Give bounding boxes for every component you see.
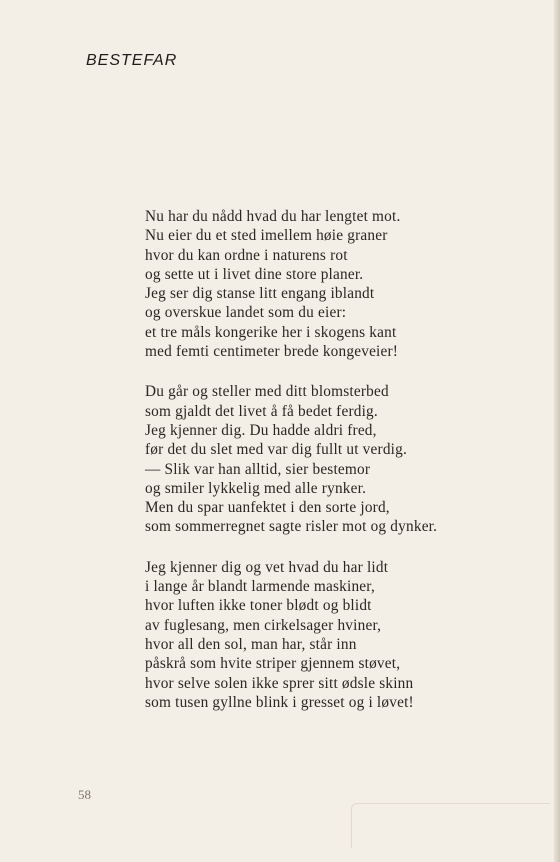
poem-line: Jeg ser dig stanse litt engang iblandt: [145, 285, 375, 303]
stanza: [145, 207, 495, 361]
poem-line: Nu har du nådd hvad du har lengtet mot.: [145, 208, 401, 225]
poem-line: før det du slet med var dig fullt ut verdig.: [145, 441, 407, 459]
poem-line: i lange år blandt larmende maskiner,: [145, 578, 376, 596]
poem-line: — Slik var han alltid, sier bestemor: [145, 460, 371, 478]
poem-line: og overskue landet som du eier:: [145, 304, 347, 322]
stanza: [145, 558, 495, 712]
poem-line: Men du spar uanfektet i den sorte jord,: [145, 499, 390, 517]
poem-line: som gjaldt det livet å få bedet ferdig.: [145, 402, 378, 420]
poem-line: som sommerregnet sagte risler mot og dynker.: [145, 518, 438, 536]
poem-line: Du går og steller med ditt blomsterbed: [145, 383, 389, 401]
poem-line: hvor du kan ordne i naturens rot: [145, 246, 348, 264]
poem-line: hvor selve solen ikke sprer sitt ødsle skinn: [145, 674, 414, 692]
poem-line: som tusen gyllne blink i gresset og i løvet!: [145, 693, 414, 711]
poem-line: og smiler lykkelig med alle rynker.: [145, 479, 367, 497]
page-number: 58: [78, 787, 91, 802]
poem-line: Jeg kjenner dig. Du hadde aldri fred,: [145, 421, 377, 439]
poem-line: Nu eier du et sted imellem høie graner: [145, 227, 388, 245]
poem-line: med femti centimeter brede kongeveier!: [145, 343, 399, 361]
page-corner-shadow: [351, 803, 550, 848]
poem-line: hvor luften ikke toner blødt og blidt: [145, 597, 372, 615]
running-header: BESTEFAR: [86, 52, 178, 69]
poem-line: et tre måls kongerike her i skogens kant: [145, 323, 397, 341]
poem-line: av fuglesang, men cirkelsager hviner,: [145, 616, 382, 634]
poem-line: påskrå som hvite striper gjennem støvet,: [145, 655, 401, 673]
poem-line: Jeg kjenner dig og vet hvad du har lidt: [145, 558, 389, 576]
poem-line: hvor all den sol, man har, står inn: [145, 635, 357, 653]
poem-line: og sette ut i livet dine store planer.: [145, 265, 364, 283]
stanza: [145, 382, 495, 536]
page-edge: [554, 0, 560, 862]
poem: [145, 207, 495, 733]
